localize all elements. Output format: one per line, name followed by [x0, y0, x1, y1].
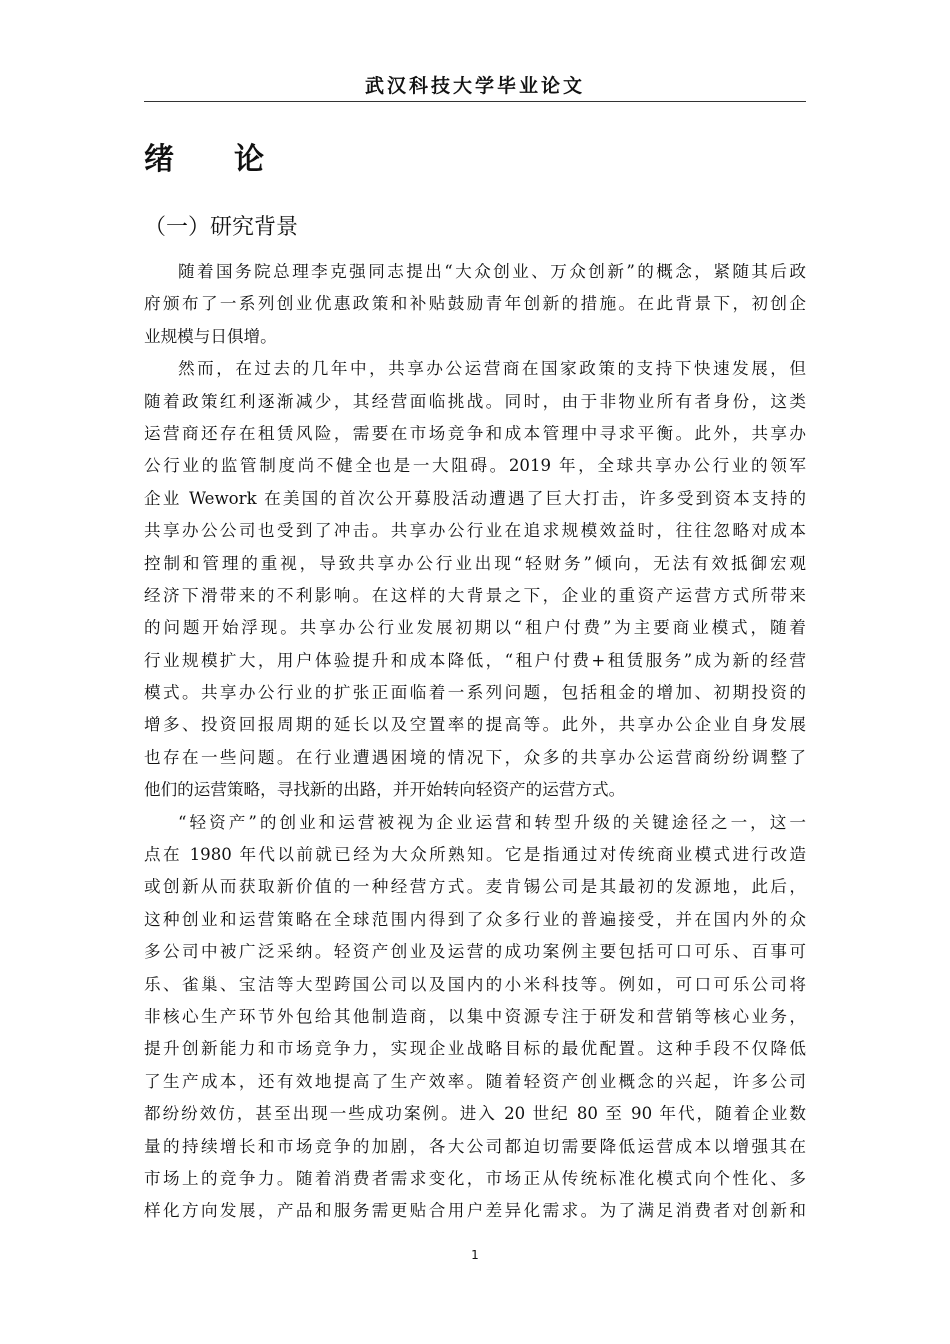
text-line: 府颁布了一系列创业优惠政策和补贴鼓励青年创新的措施。在此背景下，初创企 [144, 294, 806, 314]
text-line: 增多、投资回报周期的延长以及空置率的提高等。此外，共享办公企业自身发展 [144, 715, 806, 735]
text-line: “轻资产”的创业和运营被视为企业运营和转型升级的关键途径之一，这一 [178, 812, 806, 832]
text-line: 随着政策红利逐渐减少，其经营面临挑战。同时，由于非物业所有者身份，这类 [144, 391, 806, 411]
chapter-title: 绪 论 [144, 142, 264, 177]
text-line: 控制和管理的重视，导致共享办公行业出现“轻财务”倾向，无法有效抵御宏观 [144, 553, 806, 573]
text-line: 或创新从而获取新价值的一种经营方式。麦肯锡公司是其最初的发源地，此后， [144, 877, 806, 897]
text-line: 经济下滑带来的不利影响。在这样的大背景之下，企业的重资产运营方式所带来 [144, 585, 806, 605]
text-line: 也存在一些问题。在行业遭遇困境的情况下，众多的共享办公运营商纷纷调整了 [144, 747, 806, 767]
text-line: 他们的运营策略，寻找新的出路，并开始转向轻资产的运营方式。 [144, 780, 626, 800]
text-line: 运营商还存在租赁风险，需要在市场竞争和成本管理中寻求平衡。此外，共享办 [144, 423, 806, 443]
running-header-title: 武汉科技大学毕业论文 [364, 75, 585, 97]
text-line: 提升创新能力和市场竞争力，实现企业战略目标的最优配置。这种手段不仅降低 [144, 1039, 806, 1059]
text-line: 点在 1980 年代以前就已经为大众所熟知。它是指通过对传统商业模式进行改造 [144, 845, 806, 865]
text-line: 样化方向发展，产品和服务需更贴合用户差异化需求。为了满足消费者对创新和 [144, 1201, 806, 1221]
text-line: 行业规模扩大，用户体验提升和成本降低，“租户付费+租赁服务”成为新的经营 [144, 650, 806, 670]
text-line: 业规模与日俱增。 [144, 326, 277, 346]
text-line: 随着国务院总理李克强同志提出“大众创业、万众创新”的概念，紧随其后政 [178, 262, 806, 281]
text-line: 都纷纷效仿，甚至出现一些成功案例。进入 20 世纪 80 至 90 年代，随着企业数 [144, 1104, 806, 1124]
section-heading: （一）研究背景 [144, 215, 299, 240]
text-line: 市场上的竞争力。随着消费者需求变化，市场正从传统标准化模式向个性化、多 [144, 1168, 806, 1188]
text-line: 了生产成本，还有效地提高了生产效率。随着轻资产创业概念的兴起，许多公司 [144, 1071, 806, 1091]
text-line: 多公司中被广泛采纳。轻资产创业及运营的成功案例主要包括可口可乐、百事可 [144, 942, 806, 962]
header-divider [144, 101, 806, 102]
text-line: 然而，在过去的几年中，共享办公运营商在国家政策的支持下快速发展，但 [178, 359, 806, 379]
text-line: 企业 Wework 在美国的首次公开募股活动遭遇了巨大打击，许多受到资本支持的 [144, 488, 806, 508]
paragraph-1 [144, 256, 806, 353]
text-line: 模式。共享办公行业的扩张正面临着一系列问题，包括租金的增加、初期投资的 [144, 683, 806, 703]
paragraph-2 [144, 353, 806, 806]
text-line: 的问题开始浮现。共享办公行业发展初期以“租户付费”为主要商业模式，随着 [144, 618, 806, 638]
text-line: 公行业的监管制度尚不健全也是一大阻碍。2019 年，全球共享办公行业的领军 [144, 456, 806, 476]
text-line: 这种创业和运营策略在全球范围内得到了众多行业的普遍接受，并在国内外的众 [144, 909, 806, 929]
text-line: 共享办公公司也受到了冲击。共享办公行业在追求规模效益时，往往忽略对成本 [144, 521, 806, 541]
body-text [144, 256, 806, 1228]
text-line: 量的持续增长和市场竞争的加剧，各大公司都迫切需要降低运营成本以增强其在 [144, 1136, 806, 1156]
paragraph-3 [144, 807, 806, 1228]
text-line: 乐、雀巢、宝洁等大型跨国公司以及国内的小米科技等。例如，可口可乐公司将 [144, 974, 806, 994]
text-line: 非核心生产环节外包给其他制造商，以集中资源专注于研发和营销等核心业务， [144, 1006, 806, 1026]
page-number: 1 [471, 1248, 479, 1262]
